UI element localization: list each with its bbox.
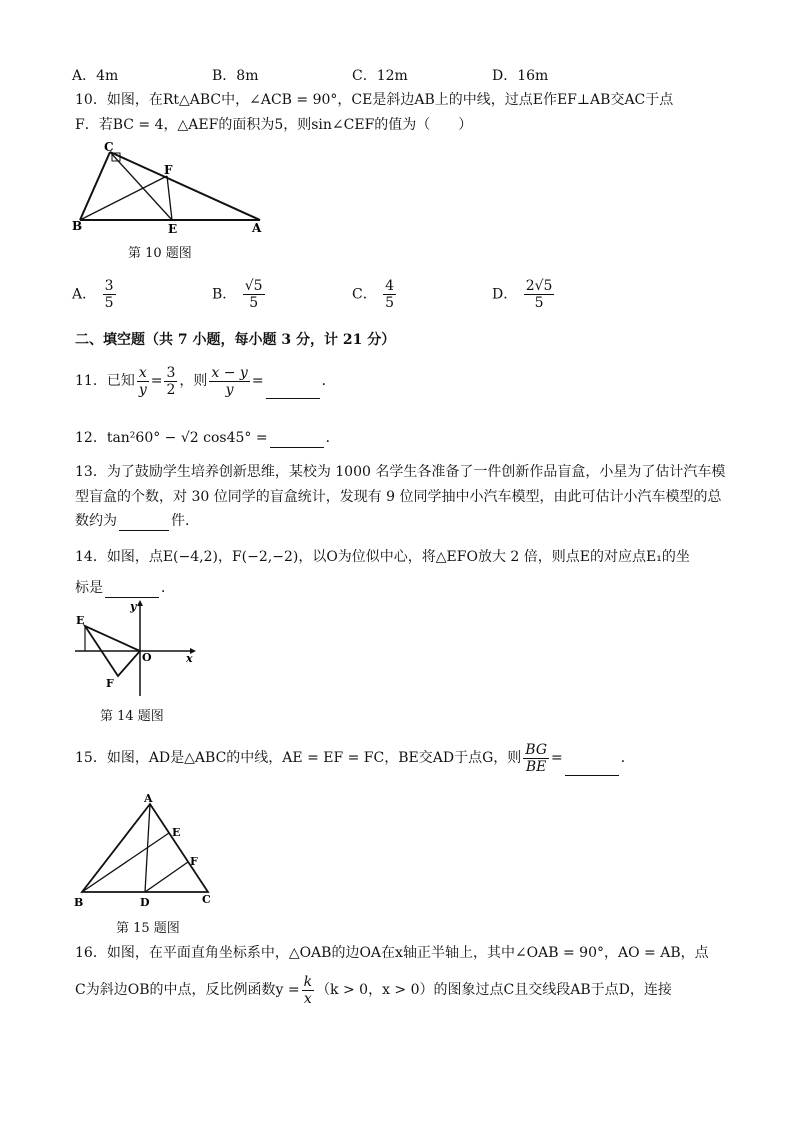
denominator: 5 [243, 294, 265, 311]
option-fraction [383, 278, 396, 311]
side-ca [110, 152, 260, 220]
option-fraction [243, 278, 265, 311]
q9-option-a [72, 65, 118, 85]
label-c: C [202, 893, 211, 906]
q13-prefix: 数约为 [75, 513, 117, 529]
q10-option-a [72, 278, 118, 311]
q10-caption: 第 10 题图 [128, 246, 192, 261]
option-value: 4m [96, 68, 119, 84]
y-axis-arrow [137, 600, 143, 606]
option-label: A． [72, 286, 97, 303]
q15-figure [70, 792, 220, 912]
segment-bf [80, 176, 167, 220]
denominator: BE [523, 758, 549, 775]
denominator: y [138, 381, 147, 398]
label-c: C [104, 140, 114, 154]
q14-caption: 第 14 题图 [100, 709, 164, 724]
q13-line-2: 型盲盒的个数，对 30 位同学的盲盒统计，发现有 9 位同学抽中小汽车模型，由此可估计小汽车模型的总 [75, 489, 722, 505]
q11-prefix: 11．已知 [75, 373, 135, 389]
label-a: A [144, 792, 153, 805]
q13-suffix: 件． [171, 513, 199, 529]
q13-answer-blank[interactable] [119, 512, 169, 531]
label-b: B [72, 219, 83, 233]
q11-mid: ，则 [179, 373, 208, 389]
section-2-title: 二、填空题（共 7 小题，每小题 3 分，计 21 分） [75, 332, 396, 348]
q14-line-2 [75, 578, 175, 598]
q15-fraction [523, 742, 549, 775]
denominator: 5 [385, 295, 395, 311]
q16-prefix: C为斜边OB的中点，反比例函数y = [75, 982, 300, 998]
option-fraction [524, 278, 555, 311]
label-b: B [74, 896, 84, 909]
label-f: F [106, 677, 114, 690]
q11-fraction-3-over-2 [164, 365, 177, 398]
q15-prefix: 15．如图，AD是△ABC的中线，AE = EF = FC，BE交AD于点G，则 [75, 750, 522, 766]
q11-equals: = [150, 373, 163, 389]
q15-equals: = [551, 750, 563, 766]
q16-suffix: （k > 0，x > 0）的图象过点C且交线段AB于点D，连接 [316, 982, 672, 998]
numerator: 4 [385, 278, 395, 294]
q16-line-1: 16．如图，在平面直角坐标系中，△OAB的边OA在x轴正半轴上，其中∠OAB = 90°，AO = AB，点 [75, 945, 709, 961]
q14-answer-blank[interactable] [105, 579, 159, 598]
q16-fraction-k-over-x [302, 974, 314, 1007]
q14-prefix: 标是 [75, 580, 103, 596]
q11-end: ． [321, 373, 336, 389]
label-e: E [76, 614, 85, 627]
q10-line-1: 10．如图，在Rt△ABC中，∠ACB = 90°，CE是斜边AB上的中线，过点E作EF⊥AB交AC于点 [75, 92, 674, 108]
q10-option-b [212, 278, 267, 311]
q12-expression: 12．tan²60° − √2 cos45° = [75, 430, 268, 446]
q14-suffix: ． [161, 580, 175, 596]
q12-end: ． [325, 430, 340, 446]
option-value: 12m [376, 68, 408, 84]
label-a: A [252, 221, 262, 235]
segment-ef [167, 176, 172, 220]
q16-line-2 [75, 972, 672, 1008]
q13-line-1: 13．为了鼓励学生培养创新思维，某校为 1000 名学生各准备了一件创新作品盲盒，小星为了估计汽车模 [75, 464, 726, 480]
segment-df [145, 862, 188, 892]
q9-option-b [212, 65, 258, 85]
q13-line-3 [75, 511, 199, 531]
segment-be [82, 833, 169, 892]
option-value: 16m [517, 68, 549, 84]
side-bc [80, 152, 110, 220]
denominator: x [302, 990, 314, 1007]
label-y: y [130, 600, 137, 613]
q11-fraction-x-over-y [137, 365, 149, 398]
q11-fraction-expression [209, 365, 249, 398]
numerator: 3 [166, 364, 176, 381]
q12-answer-blank[interactable] [270, 429, 324, 448]
q15-end: ． [620, 750, 635, 766]
q12 [75, 428, 340, 448]
label-d: D [140, 896, 150, 909]
denominator: 5 [524, 294, 555, 311]
numerator: 3 [104, 278, 114, 294]
numerator: x − y [211, 364, 248, 381]
q15-answer-blank[interactable] [565, 755, 619, 776]
q15 [75, 740, 635, 776]
numerator: √5 [244, 278, 263, 294]
q10-line-2: F．若BC = 4，△AEF的面积为5，则sin∠CEF的值为（ ） [75, 117, 473, 133]
numerator: 2√5 [525, 278, 553, 294]
denominator: y [209, 381, 249, 398]
q10-figure [70, 140, 270, 235]
numerator: x [138, 364, 147, 381]
option-label: B． [212, 68, 237, 84]
label-f: F [190, 855, 198, 868]
option-label: C． [352, 68, 377, 84]
q11-answer-blank[interactable] [266, 378, 320, 399]
q14-line-1: 14．如图，点E(−4,2)，F(−2,−2)，以O为位似中心，将△EFO放大 2 倍，则点E的对应点E₁的坐 [75, 549, 690, 565]
label-f: F [164, 163, 173, 177]
label-e: E [172, 826, 181, 839]
median-ce [110, 152, 172, 220]
option-label: A． [72, 68, 97, 84]
option-label: D． [492, 68, 518, 84]
q15-caption: 第 15 题图 [116, 921, 180, 936]
option-fraction [103, 278, 116, 311]
q9-option-d [492, 65, 548, 85]
q9-option-c [352, 65, 408, 85]
numerator: BG [525, 741, 547, 758]
option-label: B． [212, 286, 237, 303]
denominator: 5 [104, 295, 114, 311]
label-e: E [168, 222, 178, 235]
q11 [75, 363, 336, 399]
numerator: k [303, 973, 313, 990]
denominator: 2 [166, 381, 176, 398]
q14-figure [70, 598, 200, 698]
q10-option-c [352, 278, 398, 311]
label-o: O [142, 651, 152, 664]
option-label: C． [352, 286, 377, 303]
q10-option-d [492, 278, 556, 311]
label-x: x [186, 652, 193, 665]
q11-equals: = [251, 373, 264, 389]
option-label: D． [492, 286, 518, 303]
option-value: 8m [236, 68, 259, 84]
